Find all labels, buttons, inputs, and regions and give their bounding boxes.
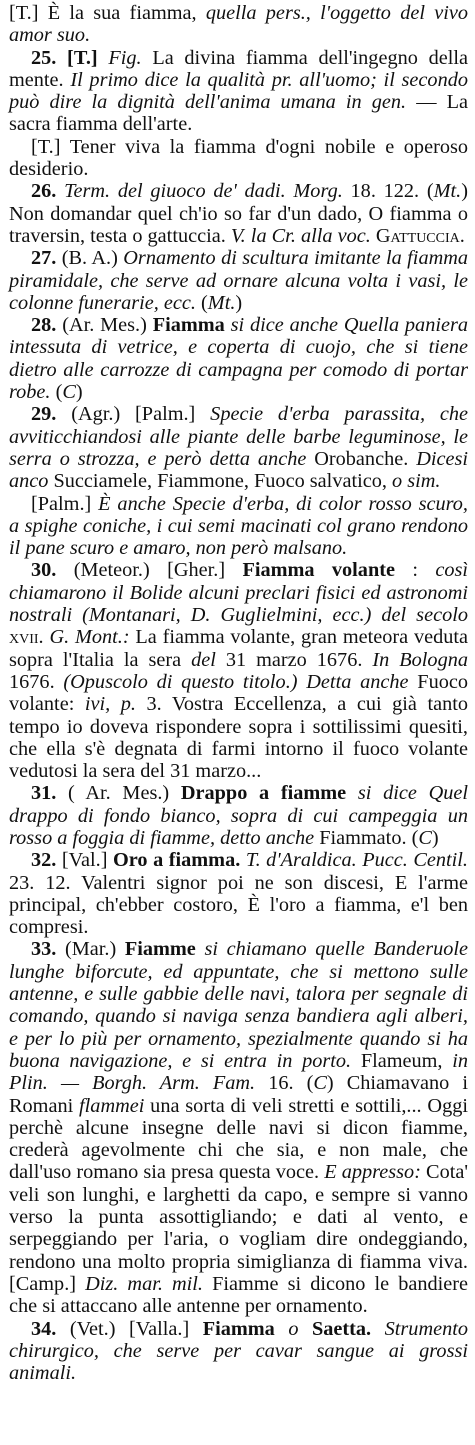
entry-text: Fig.: [108, 46, 142, 69]
entry-text: ): [235, 291, 243, 314]
entry-text: così chiamarono il Bolide alcuni preclari fisici ed astronomi nostrali (Montanari, D. Guglielmini, ecc.) del secolo: [9, 559, 468, 627]
entry-text: 23. 12. Valentri signor poi ne son discesi, E l'arme principal, ch'ebber costoro, È l'oro a fiamma, e'l ben compresi.: [9, 871, 468, 939]
dictionary-entry: [9, 559, 468, 782]
entry-text: Ornamento di scultura imitante la fiamma piramidale, che serve ad ornare alcuna volta i vasi, le colonne funerarie, ecc.: [9, 247, 469, 314]
entry-term: Saetta.: [311, 1317, 372, 1340]
entry-text: 3. Vostra Eccellenza, a cui già tanto tempo io doveva rispondere sopra i sottilissimi quesiti, che ella s'è degnata di farmi intorno il fuoco volante vedutosi la sera del 31 marzo...: [9, 693, 469, 783]
entry-term: 25. [T.]: [31, 46, 109, 69]
entry-term: 29.: [31, 403, 72, 426]
entry-text: — La sacra fiamma dell'arte.: [9, 91, 468, 136]
entry-text: In Bologna: [372, 648, 468, 671]
dictionary-entry: [9, 493, 468, 560]
entry-text: Cota' veli son lunghi, e larghetti da capo, e sempre si vanno verso la punta assottigliando; e dati al vento, e serpeggiando per l'aria, o vogliam dire ondeggiando, rendono una molto propria simiglianza di fiamma viva. [Camp.]: [9, 1161, 469, 1295]
entry-text: Gattuccia.: [370, 224, 465, 247]
entry-text: T. d'Araldica. Pucc. Centil.: [245, 849, 468, 872]
entry-text: si dice anche Quella paniera intessuta di vetrice, e coperta di cuojo, che si tiene dietro alle carrozze di campagna per comodo di portar robe.: [9, 314, 469, 404]
entry-text: o sim.: [392, 470, 441, 493]
entry-text: V. la Cr. alla voc.: [230, 224, 371, 247]
entry-text: ivi, p.: [84, 693, 136, 716]
entry-text: C: [313, 1072, 327, 1095]
entry-text: si chiamano quelle Banderuole lunghe biforcute, ed appuntate, che si mettono sulle antenne, e sulle gabbie delle navi, talora per segnale di comando, quando si naviga senza bandiera agli alberi, e per lo più per ornamento, spezialmente quando si ha buona navigazione, e si entra in porto.: [9, 938, 468, 1072]
entry-text: :: [394, 559, 436, 582]
entry-text: Strumento chirurgico, che serve per cavar sangue ai grossi animali.: [9, 1317, 469, 1385]
entry-text: Fuoco volante:: [9, 670, 468, 716]
entry-text: G. Mont.:: [49, 626, 130, 649]
entry-term: Fiamme: [124, 938, 196, 961]
entry-text: Mt.: [433, 180, 462, 203]
entry-term: Drappo a fiamme: [180, 782, 347, 805]
entry-text: Dicesi anco: [9, 447, 468, 493]
entry-text: [T.] Tener viva la fiamma d'ogni nobile e operoso desiderio.: [9, 135, 468, 181]
entry-text: (B. A.): [61, 247, 124, 270]
dictionary-entry: [9, 849, 468, 938]
entry-text: Succiamele, Fiammone, Fuoco salvatico,: [48, 470, 393, 493]
dictionary-entry: [9, 1318, 468, 1385]
entry-text: quella pers., l'oggetto del vivo amor suo.: [9, 2, 469, 47]
entry-term: 27.: [31, 247, 62, 270]
entry-text: (: [195, 291, 208, 314]
entry-term: 30.: [31, 559, 74, 582]
entry-text: Orobanche.: [306, 447, 417, 470]
entry-text: ) Non domandar quel ch'io so far d'un dado, O fiamma o traversin, testa o gattuccia.: [9, 180, 468, 247]
entry-text: Fiamme si dicono le bandiere che si attaccano alle antenne per ornamento.: [9, 1272, 469, 1318]
entry-text: o: [274, 1317, 312, 1340]
entry-text: E appresso:: [324, 1161, 421, 1184]
entry-term: 31.: [31, 782, 69, 805]
entry-text: flammei: [79, 1094, 145, 1117]
entry-text: La fiamma volante, gran meteora veduta sopra l'Italia la sera: [9, 626, 469, 671]
entry-text: C: [62, 381, 76, 404]
entry-text: (Opuscolo di questo titolo.) Detta anche: [63, 670, 409, 693]
dictionary-entry: [9, 314, 468, 403]
entry-term: 26.: [31, 180, 65, 203]
entry-text: xvii.: [9, 626, 50, 649]
entry-text: [T.] È la sua fiamma,: [9, 2, 206, 24]
dictionary-entry: [9, 247, 468, 314]
dictionary-entry: [9, 180, 468, 247]
entry-text: Il primo dice la qualità pr. all'uomo; il secondo può dire la dignità dell'anima umana in gen.: [9, 68, 468, 114]
entry-text: Fiammato. (: [314, 826, 419, 849]
dictionary-entry: [9, 403, 468, 492]
entry-text: [Palm.]: [31, 492, 99, 515]
dictionary-entry: [9, 136, 468, 181]
entry-text: [Val.]: [61, 849, 114, 872]
entry-text: ): [431, 826, 439, 849]
entry-text: del: [191, 648, 216, 671]
entry-text: una sorta di veli stretti e sottili,... Oggi perchè alcune insegne delle navi si dicon fiamme, crederà agevolmente chi che sia, e non male, che dall'uso romano sia presa questa voce.: [9, 1094, 468, 1184]
entry-text: Specie d'erba parassita, che avviticchiandosi alle piante delle barbe leguminose, le serra o strozza, e però detta anche: [9, 403, 469, 470]
entry-text: ) Chiamavano i Romani: [9, 1072, 468, 1117]
entry-text: [371, 1318, 385, 1340]
entry-text: ( Ar. Mes.): [68, 782, 181, 805]
dictionary-entry: [9, 782, 468, 849]
entry-term: Oro a fiamma.: [113, 849, 241, 872]
entry-term: Fiamma: [202, 1317, 275, 1340]
entry-text: si dice Quel drappo di fondo bianco, sopra di cui campeggia un rosso a foggia di fiamme, detto anche: [9, 782, 469, 849]
entry-text: Mt.: [207, 291, 236, 314]
entry-text: 31 marzo 1676.: [215, 648, 373, 671]
entry-text: (Meteor.) [Gher.]: [73, 559, 243, 582]
entry-text: È anche Specie d'erba, di color rosso scuro, a spighe coniche, i cui semi macinati col grano rendono il pane scuro e amaro, non però malsano.: [9, 492, 468, 560]
entry-text: (: [50, 381, 63, 404]
entry-text: (Vet.) [Valla.]: [69, 1317, 203, 1340]
entry-text: Flameum,: [351, 1049, 453, 1072]
entry-text: (Agr.) [Palm.]: [71, 403, 211, 426]
entry-text: 18. 122. (: [342, 180, 434, 203]
entry-term: Fiamma volante: [242, 559, 395, 582]
dictionary-entry: [9, 938, 468, 1317]
entry-text: in Plin. — Borgh. Arm. Fam.: [9, 1049, 468, 1095]
entry-term: 28.: [31, 314, 63, 337]
entry-term: 34.: [31, 1317, 70, 1340]
entry-text: (Mar.): [64, 938, 125, 961]
dictionary-entry: [9, 47, 468, 136]
entry-term: Fiamma: [152, 314, 225, 337]
entry-text: C: [418, 826, 432, 849]
entry-text: 1676.: [9, 670, 64, 693]
dictionary-entry: [9, 2, 468, 47]
entry-text: 16. (: [255, 1072, 314, 1095]
entry-term: 33.: [31, 938, 65, 961]
entry-text: (Ar. Mes.): [62, 314, 153, 337]
entry-term: 32.: [31, 849, 62, 872]
entry-text: La divina fiamma dell'ingegno della mente.: [9, 46, 468, 91]
entry-text: Term. del giuoco de' dadi. Morg.: [64, 180, 343, 203]
entry-text: Diz. mar. mil.: [85, 1272, 203, 1295]
entry-text: ): [75, 381, 83, 404]
